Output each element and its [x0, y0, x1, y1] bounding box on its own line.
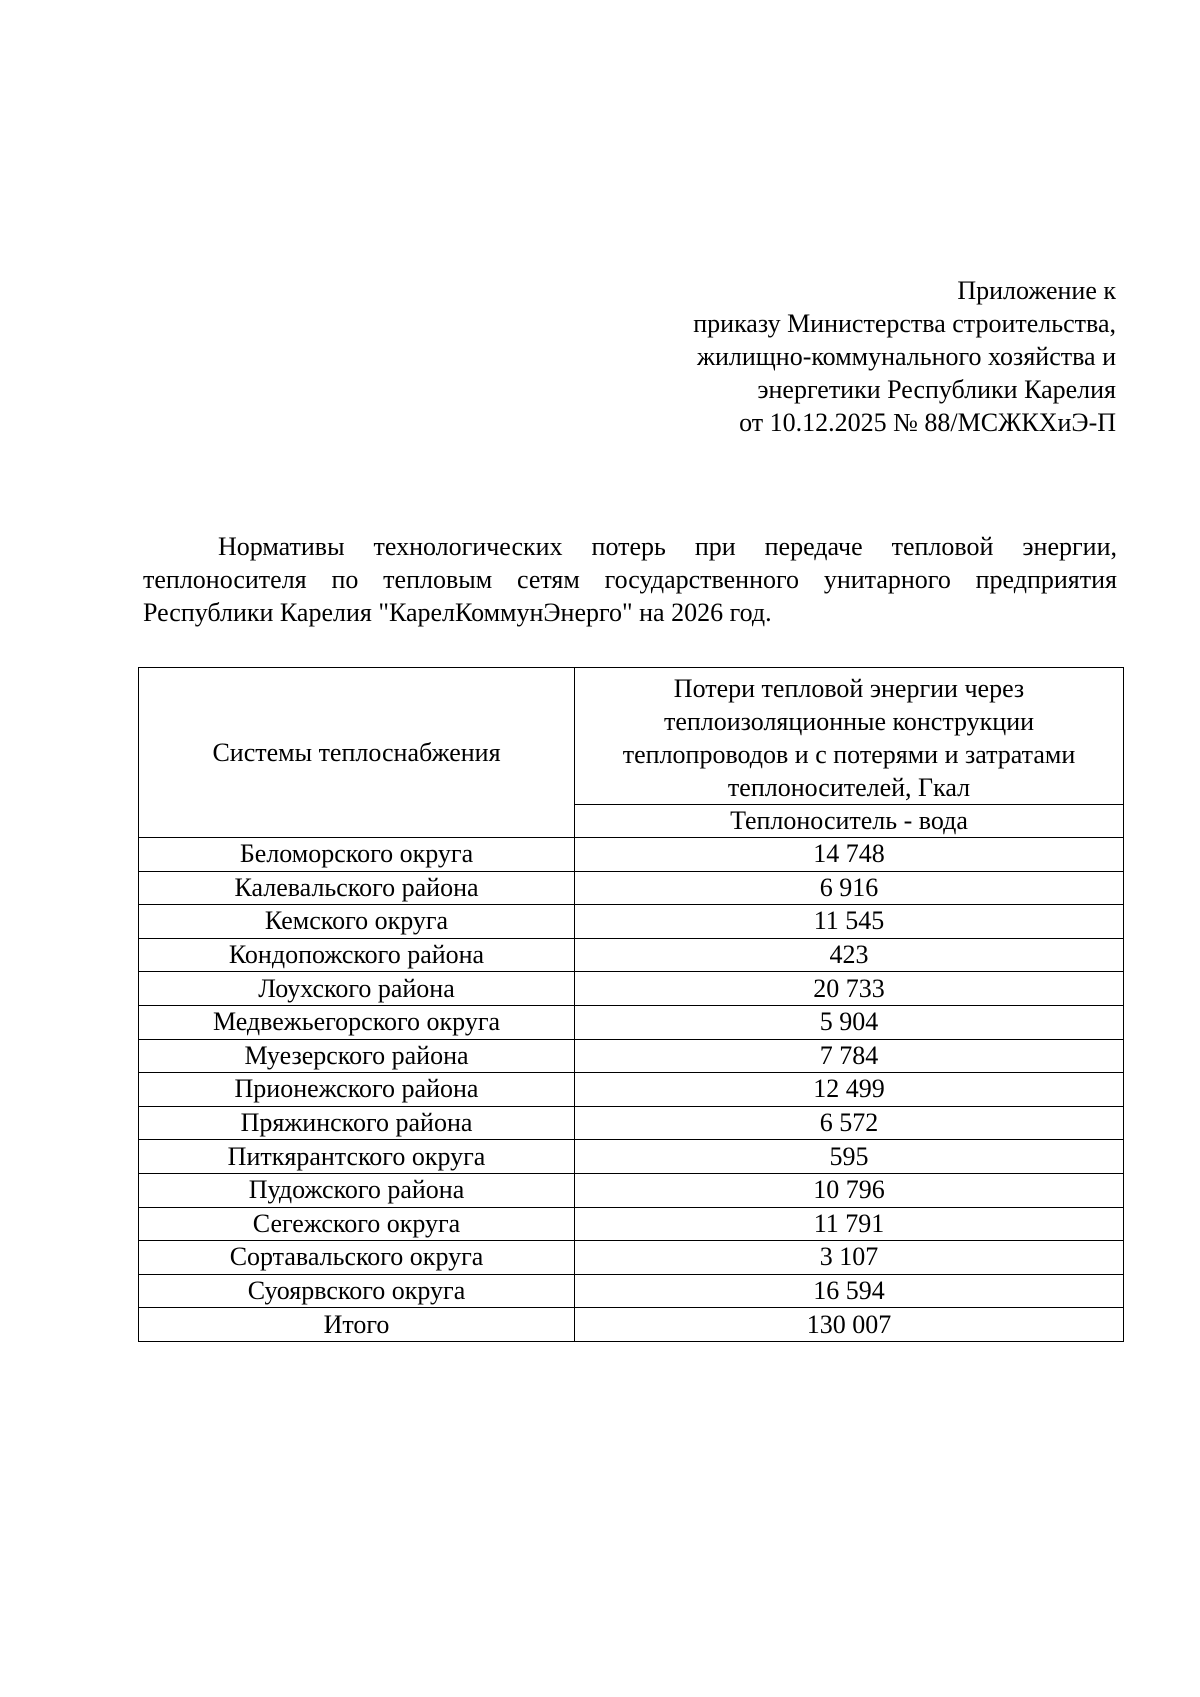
table-row	[139, 1039, 1124, 1073]
heat-loss-value: 595	[575, 1140, 1124, 1174]
table-row	[139, 905, 1124, 939]
heat-loss-value: 10 796	[575, 1173, 1124, 1207]
heat-loss-value: 20 733	[575, 972, 1124, 1006]
heat-loss-value: 16 594	[575, 1274, 1124, 1308]
heat-system-name: Сегежского округа	[139, 1207, 575, 1241]
heat-system-name: Пудожского района	[139, 1173, 575, 1207]
appendix-line: энергетики Республики Карелия	[757, 375, 1116, 404]
table-row	[139, 1173, 1124, 1207]
heat-system-name: Кемского округа	[139, 905, 575, 939]
appendix-block	[516, 274, 1116, 439]
heat-loss-value: 3 107	[575, 1241, 1124, 1275]
heat-system-name: Питкярантского округа	[139, 1140, 575, 1174]
document-title: Нормативы технологических потерь при передаче тепловой энергии, теплоносителя по тепловым сетям государственного унитарного предприятия Республики Карелия "КарелКоммунЭнерго" на 2026 год.	[143, 532, 1117, 627]
appendix-line: Приложение к	[957, 276, 1116, 305]
appendix-line: жилищно-коммунального хозяйства и	[697, 342, 1116, 371]
heat-loss-value: 130 007	[575, 1308, 1124, 1342]
heat-loss-value: 7 784	[575, 1039, 1124, 1073]
table-row	[139, 1274, 1124, 1308]
table-body	[139, 838, 1124, 1342]
table-header-row	[139, 668, 1124, 805]
heat-loss-value: 5 904	[575, 1005, 1124, 1039]
header-coolant-water: Теплоноситель - вода	[575, 805, 1124, 838]
table-row	[139, 1106, 1124, 1140]
heat-loss-value: 6 916	[575, 871, 1124, 905]
table-row	[139, 938, 1124, 972]
header-heat-losses: Потери тепловой энергии через теплоизоляционные конструкции теплопроводов и с потерями и затратами теплоносителей, Гкал	[575, 668, 1124, 805]
heat-system-name: Медвежьегорского округа	[139, 1005, 575, 1039]
heat-loss-value: 11 791	[575, 1207, 1124, 1241]
heat-loss-value: 11 545	[575, 905, 1124, 939]
heat-system-name: Лоухского района	[139, 972, 575, 1006]
table-row	[139, 1241, 1124, 1275]
heat-system-name: Прионежского района	[139, 1073, 575, 1107]
table-row	[139, 972, 1124, 1006]
heat-system-name: Кондопожского района	[139, 938, 575, 972]
norms-table	[138, 667, 1124, 1342]
heat-loss-value: 6 572	[575, 1106, 1124, 1140]
heat-system-name: Итого	[139, 1308, 575, 1342]
heat-system-name: Пряжинского района	[139, 1106, 575, 1140]
table-row	[139, 871, 1124, 905]
table-row	[139, 1207, 1124, 1241]
header-heat-systems: Системы теплоснабжения	[139, 668, 575, 838]
heat-system-name: Сортавальского округа	[139, 1241, 575, 1275]
heat-loss-value: 423	[575, 938, 1124, 972]
heat-loss-value: 12 499	[575, 1073, 1124, 1107]
table-row	[139, 838, 1124, 872]
appendix-line: от 10.12.2025 № 88/МСЖКХиЭ-П	[739, 408, 1116, 437]
table-row	[139, 1005, 1124, 1039]
table-row	[139, 1073, 1124, 1107]
heat-system-name: Суоярвского округа	[139, 1274, 575, 1308]
heat-loss-value: 14 748	[575, 838, 1124, 872]
table-row	[139, 1308, 1124, 1342]
table-row	[139, 1140, 1124, 1174]
heat-system-name: Беломорского округа	[139, 838, 575, 872]
heat-system-name: Муезерского района	[139, 1039, 575, 1073]
appendix-line: приказу Министерства строительства,	[693, 309, 1116, 338]
heat-system-name: Калевальского района	[139, 871, 575, 905]
